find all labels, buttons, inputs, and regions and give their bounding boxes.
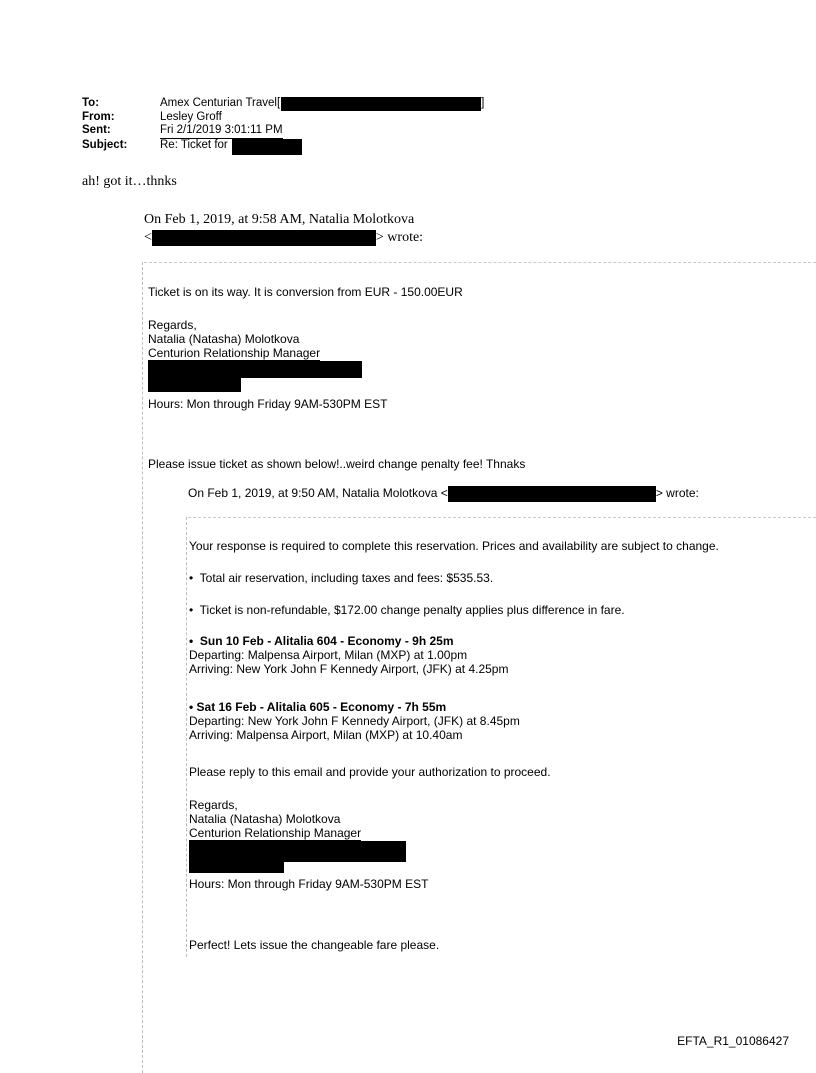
bullet-icon: • [189,634,194,648]
quote2-divider [188,517,816,518]
to-row [82,97,484,111]
email-header [82,97,484,155]
signature-title: Centurion Relationship Manager [189,826,362,840]
redaction-box [189,860,284,873]
signature-regards: Regards, [189,798,238,812]
flight-arrive: Arriving: Malpensa Airport, Milan (MXP) at 10.40am [189,728,463,742]
to-label: To: [82,97,100,109]
to-value: Amex Centurian Travel[ [160,97,281,109]
reply-text: ah! got it…thnks [82,174,177,189]
redaction-box [148,376,241,392]
signature-title: Centurion Relationship Manager [148,346,321,360]
quote2-attribution [188,486,699,502]
sent-row [82,124,484,138]
flight-outbound [189,634,508,676]
signature-regards: Regards, [148,318,197,332]
redaction-box [152,230,376,246]
quote1-attribution-email [144,230,423,246]
signature-redaction [148,361,320,393]
response-required-text: Your response is required to complete this reservation. Prices and availability are subject to change. [189,539,719,553]
flight-title-text: Sat 16 Feb - Alitalia 605 - Economy - 7h 55m [196,700,447,714]
flight-depart: Departing: New York John F Kennedy Airport, (JFK) at 8.45pm [189,714,520,728]
flight-depart: Departing: Malpensa Airport, Milan (MXP) at 1.00pm [189,648,468,662]
hours-text: Hours: Mon through Friday 9AM-530PM EST [189,877,429,891]
flight-title [189,700,520,714]
redaction-box [281,97,481,111]
bullet-icon: • [189,571,194,585]
wrote-text: > wrote: [375,230,424,246]
quote2-intro: On Feb 1, 2019, at 9:50 AM, Natalia Molotkova < [188,486,448,501]
from-label: From: [82,111,115,123]
bullet-icon: • [189,700,194,714]
signature-redaction [189,841,361,873]
wrote-text: > wrote: [655,486,699,501]
subject-label: Subject: [82,138,128,151]
flight-title [189,634,508,648]
bullet-text: Ticket is non-refundable, $172.00 change penalty applies plus difference in fare. [199,603,625,617]
signature-block [148,318,320,393]
lt-char: < [144,230,152,246]
signature-name: Natalia (Natasha) Molotkova [189,812,341,826]
flight-arrive: Arriving: New York John F Kennedy Airport, (JFK) at 4.25pm [189,662,509,676]
ticket-text: Ticket is on its way. It is conversion from EUR - 150.00EUR [148,285,463,299]
flight-title-text: Sun 10 Feb - Alitalia 604 - Economy - 9h 25m [199,634,454,648]
subject-row [82,139,484,155]
quote1-border [142,262,144,1073]
from-value: Lesley Groff [160,111,222,123]
redaction-box [232,139,302,155]
quote1-attribution: On Feb 1, 2019, at 9:58 AM, Natalia Molotkova [144,212,415,227]
redaction-box [189,841,406,862]
subject-value: Re: Ticket for [160,138,228,151]
signature-name: Natalia (Natasha) Molotkova [148,332,300,346]
hours-text: Hours: Mon through Friday 9AM-530PM EST [148,397,388,411]
flight-return [189,700,520,742]
to-close: ] [481,97,485,109]
bullet-text: Total air reservation, including taxes and fees: $535.53. [199,571,494,585]
bullet-total [189,571,493,585]
redaction-box [448,486,656,502]
quote1-divider [144,262,816,263]
sent-label: Sent: [82,124,111,137]
perfect-text: Perfect! Lets issue the changeable fare please. [189,938,440,952]
document-id: EFTA_R1_01086427 [677,1034,789,1048]
bullet-icon: • [189,603,194,617]
authorization-request-text: Please reply to this email and provide your authorization to proceed. [189,765,551,779]
quote2-border [186,517,188,957]
sent-value: Fri 2/1/2019 3:01:11 PM [160,124,283,138]
issue-request-text: Please issue ticket as shown below!..weird change penalty fee! Thnaks [148,457,526,471]
from-row [82,111,484,124]
bullet-refund [189,603,625,617]
signature-block [189,798,361,873]
